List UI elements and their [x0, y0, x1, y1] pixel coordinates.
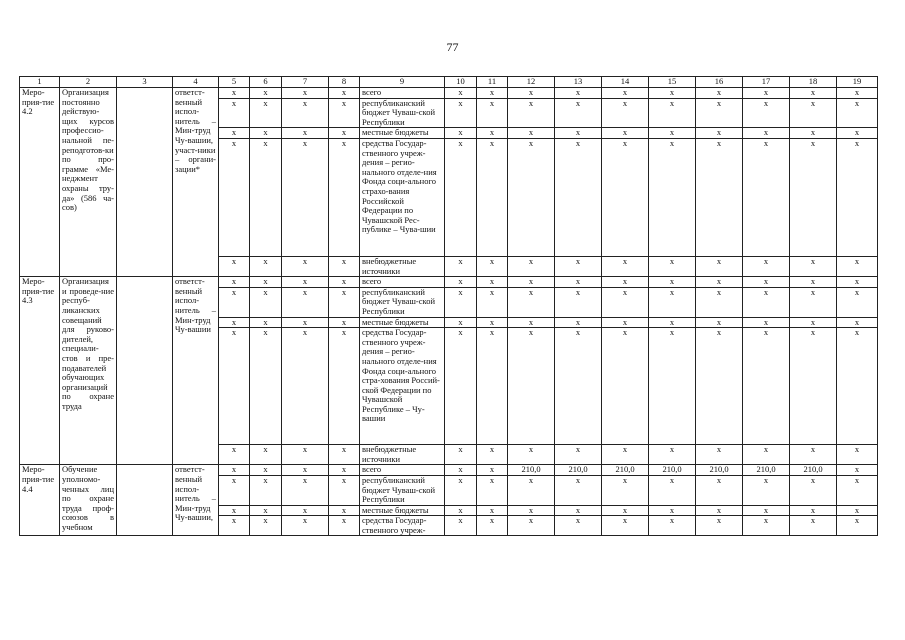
value-cell: х — [219, 98, 250, 128]
value-cell: х — [837, 138, 878, 256]
value-cell: 210,0 — [555, 465, 602, 476]
funding-source-cell: местные бюджеты — [360, 505, 445, 516]
header-cell: 15 — [649, 77, 696, 88]
value-cell: х — [282, 317, 329, 328]
value-cell: х — [445, 317, 477, 328]
value-cell: х — [696, 328, 743, 445]
value-cell: х — [219, 88, 250, 99]
value-cell: х — [837, 328, 878, 445]
value-cell: х — [219, 138, 250, 256]
value-cell: х — [555, 445, 602, 465]
value-cell: х — [696, 277, 743, 288]
value-cell: х — [790, 88, 837, 99]
value-cell: х — [602, 445, 649, 465]
value-cell: х — [250, 505, 282, 516]
value-cell: х — [329, 505, 360, 516]
table-row — [20, 277, 878, 288]
value-cell: х — [508, 475, 555, 505]
measures-table — [19, 76, 878, 536]
value-cell: х — [790, 98, 837, 128]
value-cell: х — [282, 465, 329, 476]
value-cell: 210,0 — [790, 465, 837, 476]
value-cell: х — [555, 475, 602, 505]
value-cell: х — [329, 445, 360, 465]
value-cell: х — [790, 317, 837, 328]
funding-source-cell: средства Государ-ственного учреж- — [360, 516, 445, 536]
value-cell: х — [696, 98, 743, 128]
value-cell: х — [837, 317, 878, 328]
value-cell: х — [555, 88, 602, 99]
value-cell: х — [329, 475, 360, 505]
funding-source-cell: местные бюджеты — [360, 128, 445, 139]
value-cell: х — [445, 88, 477, 99]
value-cell: х — [837, 98, 878, 128]
value-cell: х — [508, 516, 555, 536]
header-cell: 8 — [329, 77, 360, 88]
value-cell: х — [555, 328, 602, 445]
value-cell: х — [219, 475, 250, 505]
value-cell: х — [329, 328, 360, 445]
value-cell: х — [555, 256, 602, 276]
value-cell: х — [743, 317, 790, 328]
funding-source-cell: всего — [360, 465, 445, 476]
value-cell: х — [649, 88, 696, 99]
value-cell: х — [445, 445, 477, 465]
value-cell: х — [282, 98, 329, 128]
value-cell: х — [649, 256, 696, 276]
value-cell: х — [837, 88, 878, 99]
value-cell: х — [250, 98, 282, 128]
value-cell: х — [696, 256, 743, 276]
header-cell: 18 — [790, 77, 837, 88]
value-cell: х — [837, 505, 878, 516]
value-cell: х — [790, 328, 837, 445]
value-cell: х — [445, 277, 477, 288]
value-cell: х — [602, 505, 649, 516]
value-cell: х — [649, 475, 696, 505]
value-cell: х — [508, 328, 555, 445]
value-cell: х — [790, 256, 837, 276]
value-cell: х — [219, 328, 250, 445]
value-cell: х — [329, 128, 360, 139]
value-cell: х — [477, 88, 508, 99]
header-row — [20, 77, 878, 88]
value-cell: х — [508, 128, 555, 139]
value-cell: х — [250, 277, 282, 288]
value-cell: х — [477, 328, 508, 445]
value-cell: х — [250, 138, 282, 256]
value-cell: х — [602, 475, 649, 505]
value-cell: х — [445, 256, 477, 276]
value-cell: х — [743, 287, 790, 317]
value-cell: х — [219, 505, 250, 516]
value-cell: х — [696, 317, 743, 328]
header-cell: 19 — [837, 77, 878, 88]
value-cell: х — [250, 328, 282, 445]
value-cell: х — [477, 128, 508, 139]
value-cell: х — [790, 445, 837, 465]
value-cell: х — [602, 256, 649, 276]
value-cell: х — [602, 88, 649, 99]
measure-title-cell: Организация и проведе-ние респуб-ликанских совещаний для руково-дителей, специали-стов и пре-подавателей обучающих организаций по охране труда — [60, 277, 117, 465]
value-cell: х — [508, 88, 555, 99]
value-cell: х — [837, 475, 878, 505]
value-cell: 210,0 — [696, 465, 743, 476]
value-cell: х — [602, 98, 649, 128]
value-cell: х — [250, 88, 282, 99]
value-cell: х — [219, 277, 250, 288]
value-cell: х — [219, 287, 250, 317]
value-cell: х — [282, 516, 329, 536]
funding-source-cell: средства Государ-ственного учреж-дения – регио-нального отделе-ния Фонда соци-ального стра-хования Россий-ской Федерации по Чувашской Республике – Чу-вашии — [360, 328, 445, 445]
value-cell: х — [508, 445, 555, 465]
value-cell: х — [477, 138, 508, 256]
value-cell: х — [445, 287, 477, 317]
value-cell: х — [445, 516, 477, 536]
value-cell: х — [250, 445, 282, 465]
page-number: 77 — [446, 40, 459, 54]
header-cell: 14 — [602, 77, 649, 88]
executor-cell: ответст-венный испол-нитель – Мин-труд Чу-вашии, участ-ники – органи-зации* — [173, 88, 219, 277]
header-cell: 3 — [117, 77, 173, 88]
value-cell: х — [743, 98, 790, 128]
value-cell: 210,0 — [508, 465, 555, 476]
value-cell: х — [329, 98, 360, 128]
header-cell: 12 — [508, 77, 555, 88]
value-cell: х — [477, 256, 508, 276]
value-cell: х — [743, 88, 790, 99]
value-cell: х — [837, 128, 878, 139]
value-cell: х — [329, 317, 360, 328]
value-cell: х — [555, 138, 602, 256]
value-cell: х — [329, 138, 360, 256]
value-cell: х — [282, 445, 329, 465]
value-cell: х — [555, 287, 602, 317]
value-cell: х — [696, 445, 743, 465]
value-cell: х — [602, 317, 649, 328]
value-cell: х — [696, 475, 743, 505]
value-cell: х — [649, 98, 696, 128]
value-cell: х — [602, 328, 649, 445]
header-cell: 6 — [250, 77, 282, 88]
header-cell: 16 — [696, 77, 743, 88]
value-cell: х — [649, 277, 696, 288]
value-cell: х — [743, 475, 790, 505]
value-cell: х — [696, 128, 743, 139]
value-cell: х — [329, 88, 360, 99]
value-cell: х — [555, 505, 602, 516]
value-cell: х — [508, 256, 555, 276]
value-cell: х — [837, 516, 878, 536]
value-cell: х — [329, 465, 360, 476]
value-cell: х — [329, 287, 360, 317]
header-cell: 9 — [360, 77, 445, 88]
value-cell: х — [649, 138, 696, 256]
measure-number-cell: Меро-прия-тие 4.3 — [20, 277, 60, 465]
value-cell: 210,0 — [743, 465, 790, 476]
header-cell: 17 — [743, 77, 790, 88]
value-cell: х — [790, 128, 837, 139]
value-cell: х — [790, 505, 837, 516]
value-cell: х — [696, 505, 743, 516]
executor-cell: ответст-венный испол-нитель – Мин-труд Чу-вашии — [173, 277, 219, 465]
value-cell: х — [282, 277, 329, 288]
value-cell: х — [477, 465, 508, 476]
value-cell: х — [649, 317, 696, 328]
header-cell: 2 — [60, 77, 117, 88]
value-cell: х — [508, 277, 555, 288]
value-cell: х — [790, 475, 837, 505]
value-cell: х — [743, 516, 790, 536]
funding-source-cell: внебюджетные источники — [360, 256, 445, 276]
value-cell: х — [477, 277, 508, 288]
value-cell: х — [445, 475, 477, 505]
value-cell: х — [696, 516, 743, 536]
value-cell: х — [329, 516, 360, 536]
measure-title-cell: Организация постоянно действую-щих курсов професcио-нальной пе-реподготов-ки по про-грамме «Ме-неджмент охраны тру-да» (586 ча-сов) — [60, 88, 117, 277]
value-cell: х — [250, 317, 282, 328]
value-cell: х — [508, 505, 555, 516]
funding-source-cell: республиканский бюджет Чуваш-ской Республики — [360, 287, 445, 317]
value-cell: х — [743, 256, 790, 276]
value-cell: х — [445, 128, 477, 139]
value-cell: х — [250, 256, 282, 276]
value-cell: х — [696, 88, 743, 99]
funding-source-cell: внебюджетные источники — [360, 445, 445, 465]
empty-cell — [117, 277, 173, 465]
value-cell: х — [790, 138, 837, 256]
value-cell: х — [250, 516, 282, 536]
value-cell: х — [508, 287, 555, 317]
value-cell: х — [477, 98, 508, 128]
value-cell: х — [282, 505, 329, 516]
value-cell: 210,0 — [649, 465, 696, 476]
value-cell: х — [282, 256, 329, 276]
value-cell: х — [743, 445, 790, 465]
value-cell: х — [282, 88, 329, 99]
funding-source-cell: всего — [360, 277, 445, 288]
value-cell: х — [696, 138, 743, 256]
value-cell: х — [219, 256, 250, 276]
measure-number-cell: Меро-прия-тие 4.2 — [20, 88, 60, 277]
measure-number-cell: Меро-прия-тие 4.4 — [20, 465, 60, 536]
value-cell: х — [508, 98, 555, 128]
value-cell: х — [555, 128, 602, 139]
value-cell: х — [649, 328, 696, 445]
value-cell: х — [329, 256, 360, 276]
value-cell: х — [219, 465, 250, 476]
value-cell: х — [790, 277, 837, 288]
value-cell: х — [282, 138, 329, 256]
value-cell: х — [282, 328, 329, 445]
value-cell: х — [790, 516, 837, 536]
value-cell: х — [649, 287, 696, 317]
value-cell: х — [837, 256, 878, 276]
value-cell: х — [602, 277, 649, 288]
header-cell: 1 — [20, 77, 60, 88]
header-cell: 5 — [219, 77, 250, 88]
header-cell: 4 — [173, 77, 219, 88]
value-cell: х — [837, 277, 878, 288]
value-cell: х — [445, 328, 477, 445]
value-cell: х — [555, 317, 602, 328]
value-cell: х — [743, 138, 790, 256]
value-cell: х — [219, 317, 250, 328]
value-cell: х — [743, 128, 790, 139]
value-cell: х — [649, 128, 696, 139]
header-cell: 13 — [555, 77, 602, 88]
value-cell: х — [477, 287, 508, 317]
value-cell: х — [508, 138, 555, 256]
value-cell: х — [282, 128, 329, 139]
value-cell: х — [602, 287, 649, 317]
value-cell: х — [282, 287, 329, 317]
value-cell: х — [790, 287, 837, 317]
header-cell: 7 — [282, 77, 329, 88]
funding-source-cell: средства Государ-ственного учреж-дения – регио-нального отделе-ния Фонда соци-ального страхо-вания Российской Федерации по Чувашской Рес-публике – Чува-шии — [360, 138, 445, 256]
value-cell: х — [219, 445, 250, 465]
value-cell: 210,0 — [602, 465, 649, 476]
header-cell: 11 — [477, 77, 508, 88]
value-cell: х — [743, 328, 790, 445]
value-cell: х — [602, 138, 649, 256]
value-cell: х — [649, 505, 696, 516]
value-cell: х — [477, 475, 508, 505]
value-cell: х — [743, 505, 790, 516]
value-cell: х — [445, 138, 477, 256]
value-cell: х — [649, 516, 696, 536]
measure-title-cell: Обучение уполномо-ченных лиц по охране труда проф-союзов в учебном — [60, 465, 117, 536]
value-cell: х — [649, 445, 696, 465]
funding-source-cell: всего — [360, 88, 445, 99]
value-cell: х — [508, 317, 555, 328]
header-cell: 10 — [445, 77, 477, 88]
value-cell: х — [555, 516, 602, 536]
funding-source-cell: местные бюджеты — [360, 317, 445, 328]
value-cell: х — [743, 277, 790, 288]
table-row — [20, 465, 878, 476]
value-cell: х — [250, 475, 282, 505]
value-cell: х — [445, 505, 477, 516]
value-cell: х — [282, 475, 329, 505]
value-cell: х — [602, 128, 649, 139]
value-cell: х — [250, 287, 282, 317]
value-cell: х — [250, 128, 282, 139]
value-cell: х — [555, 277, 602, 288]
value-cell: х — [696, 287, 743, 317]
empty-cell — [117, 465, 173, 536]
value-cell: х — [477, 317, 508, 328]
value-cell: х — [329, 277, 360, 288]
value-cell: х — [837, 465, 878, 476]
value-cell: х — [250, 465, 282, 476]
funding-source-cell: республиканский бюджет Чуваш-ской Республики — [360, 475, 445, 505]
value-cell: х — [837, 287, 878, 317]
value-cell: х — [477, 516, 508, 536]
value-cell: х — [445, 98, 477, 128]
table-row — [20, 88, 878, 99]
empty-cell — [117, 88, 173, 277]
value-cell: х — [555, 98, 602, 128]
value-cell: х — [219, 516, 250, 536]
value-cell: х — [477, 445, 508, 465]
value-cell: х — [837, 445, 878, 465]
funding-source-cell: республиканский бюджет Чуваш-ской Республики — [360, 98, 445, 128]
value-cell: х — [477, 505, 508, 516]
value-cell: х — [445, 465, 477, 476]
executor-cell: ответст-венный испол-нитель – Мин-труд Чу-вашии, — [173, 465, 219, 536]
value-cell: х — [602, 516, 649, 536]
value-cell: х — [219, 128, 250, 139]
